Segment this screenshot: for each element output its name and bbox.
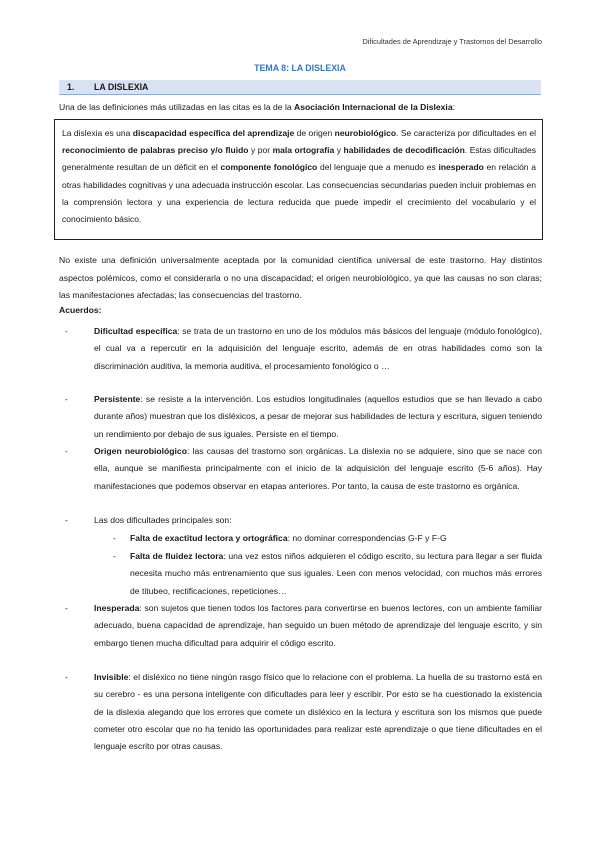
list-item <box>65 323 542 375</box>
bullet-dash: - <box>113 551 116 561</box>
def-emph: reconocimiento de palabras preciso y/o fluido <box>62 145 249 156</box>
item-text: : las causas del trastorno son orgánicas. La dislexia no se adquiere, sino que se nace con ella, aunque se manifiesta principalmente con el inicio de la adquisición del lenguaje escrito (5-6 años). Hay manifestaciones que podemos observar en etapas anteriores. Por tanto, la causa de este trastorno es orgánica. <box>94 446 542 491</box>
item-text: : el disléxico no tiene ningún rasgo físico que lo relacione con el problema. La huella de su trastorno está en su cerebro - es una persona inteligente con dificultades para leer y escribir. Por esto se ha cuestionado la existencia de la dislexia alegando que los errores que comete un disléxico en la lectura y escritura son los mismos que puede cometer otro escolar que no ha tenido las oportunidades para realizar este aprendizaje o que tiene dificultades en el lenguaje escrito por otras causas. <box>94 672 542 752</box>
intro-text <box>59 100 541 114</box>
def-emph: neurobiológico <box>334 128 397 138</box>
body-paragraph: No existe una definición universalmente aceptada por la comunidad científica universal de este trastorno. Hay distintos aspectos polémicos, como el considerarla o no una discapacidad; el origen neurobiológico, ya que las causas no son claras; las manifestaciones afectadas; las consecuencias del trastorno. <box>59 255 542 301</box>
def-emph: habilidades de decodificación <box>343 145 465 156</box>
intro-emphasis: Asociación Internacional de la Dislexia <box>294 102 453 112</box>
page-title: TEMA 8: LA DISLEXIA <box>254 63 346 73</box>
def-emph: componente fonológico <box>220 162 318 173</box>
bullet-dash: - <box>65 515 68 525</box>
list-item <box>65 669 542 755</box>
item-label: Invisible <box>94 672 129 682</box>
list-item <box>65 443 542 495</box>
subitem-text: : una vez estos niños adquieren el código escrito, su lectura para llegar a ser fluida necesita mucho más entrenamiento que sus iguales. Leen con menos velocidad, con muchos más errores de titubeo, rectificaciones, repeticiones… <box>130 551 542 596</box>
sub-list-item <box>113 530 542 547</box>
def-text: La dislexia es una <box>62 128 133 138</box>
subitem-label: Falta de fluidez lectora <box>130 551 224 561</box>
item-text: : se trata de un trastorno en uno de los módulos más básicos del lenguaje (módulo fonológico), el cual va a repercutir en la adquisición del lenguaje escrito, además de en otras habilidades como son la discriminación auditiva, la memoria auditiva, el procesamiento fonológico o … <box>94 326 542 371</box>
bullet-dash: - <box>113 533 116 543</box>
item-label: Inesperada <box>94 603 140 613</box>
bullet-dash: - <box>65 672 68 682</box>
def-text: y <box>334 145 344 156</box>
def-emph: discapacidad específica del aprendizaje <box>132 128 295 138</box>
intro-end: : <box>452 102 455 112</box>
item-text: : se resiste a la intervención. Los estudios longitudinales (aquellos estudios que se han llevado a cabo durante años) muestran que los disléxicos, a pesar de mejorar sus habilidades de lectura y escritura, siguen teniendo un rendimiento por debajo de sus iguales. Persiste en el tiempo. <box>94 394 542 439</box>
def-text: en relación a otras habilidades cognitivas y una adecuada instrucción escolar. Las consecuencias secundarias pueden incluir problemas en la comprensión lectora y una experiencia de lectura reducida que puede impedir el crecimiento del vocabulario y el conocimiento básico. <box>62 162 536 225</box>
bullet-dash: - <box>65 603 68 613</box>
list-item <box>65 391 542 443</box>
running-header: Dificultades de Aprendizaje y Trastornos del Desarrollo <box>362 37 542 46</box>
def-text: del lenguaje que a menudo es <box>317 162 439 173</box>
def-text: y por <box>248 145 273 156</box>
bullet-dash: - <box>65 326 68 336</box>
def-text: . Estas dificultades generalmente resultan de un déficit en el <box>62 145 537 173</box>
bullet-dash: - <box>65 446 68 456</box>
section-heading <box>59 80 541 95</box>
item-label: Origen neurobiológico <box>94 446 187 456</box>
subitem-text: : no dominar correspondencias G-F y F-G <box>287 533 447 543</box>
item-text: : son sujetos que tienen todos los factores para convertirse en buenos lectores, con un ambiente familiar adecuado, buena capacidad de aprendizaje, han seguido un buen método de aprendizaje del lenguaje escrito, y sin embargo tienen mucha dificultad para adquirir el código escrito. <box>94 603 542 648</box>
def-text: de origen <box>294 128 335 138</box>
item-text: Las dos dificultades principales son: <box>94 515 232 525</box>
intro-sentence: Una de las definiciones más utilizadas en las citas es la de la <box>59 102 295 112</box>
subitem-label: Falta de exactitud lectora y ortográfica <box>130 533 288 543</box>
sub-list-item <box>113 548 542 600</box>
list-item <box>65 600 542 652</box>
def-emph: mala ortografía <box>272 145 335 156</box>
list-item <box>65 512 542 529</box>
definition-box <box>54 119 543 240</box>
section-number: 1. <box>67 82 75 92</box>
agreements-heading: Acuerdos: <box>59 305 102 315</box>
section-title: LA DISLEXIA <box>94 82 149 92</box>
def-text: . Se caracteriza por dificultades en el <box>396 128 536 138</box>
item-label: Dificultad específica <box>94 326 178 336</box>
def-emph: inesperado <box>438 162 484 173</box>
bullet-dash: - <box>65 394 68 404</box>
item-label: Persistente <box>94 394 141 404</box>
